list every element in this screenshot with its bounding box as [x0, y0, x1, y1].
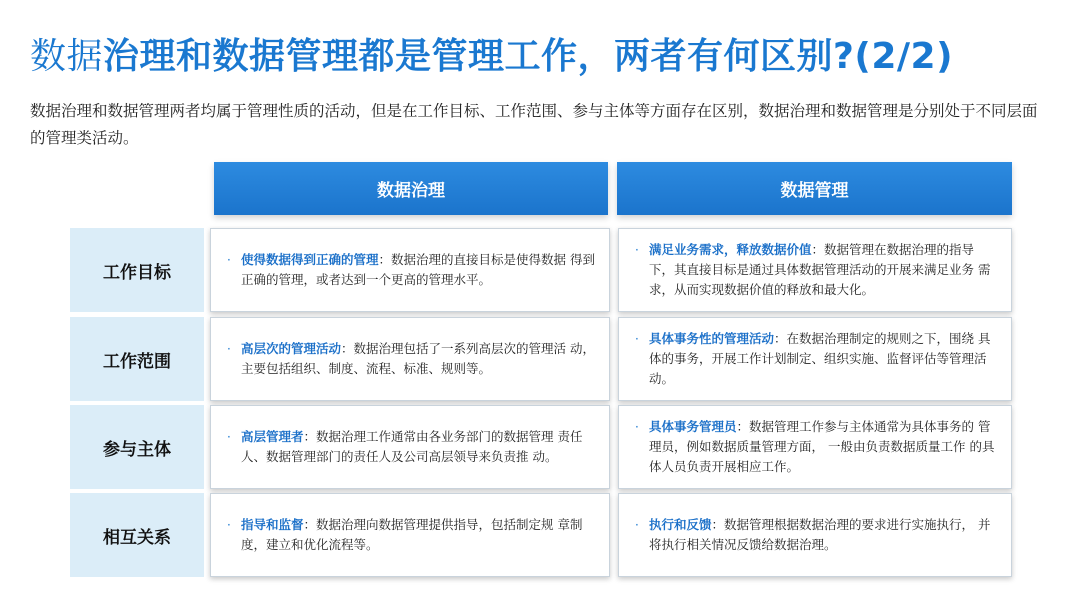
cell-management-relationship	[618, 493, 1012, 577]
bullet-icon: ·	[227, 518, 231, 532]
keyword: 具体事务管理员	[649, 419, 737, 434]
intro-paragraph: 数据治理和数据管理两者均属于管理性质的活动，但是在工作目标、工作范围、参与主体等方面存在区别，数据治理和数据管理是分别处于不同层面的管理类活动。	[30, 102, 1038, 147]
bullet-icon: ·	[635, 332, 639, 346]
bullet-icon: ·	[635, 420, 639, 434]
cell-governance-goal	[210, 228, 610, 312]
bullet-icon: ·	[227, 430, 231, 444]
keyword: 指导和监督	[241, 517, 304, 532]
cell-governance-participants	[210, 405, 610, 489]
row-label-scope: 工作范围	[70, 317, 204, 401]
column-header-governance: 数据治理	[214, 162, 608, 215]
cell-management-scope	[618, 317, 1012, 401]
cell-management-participants	[618, 405, 1012, 489]
page-title-prefix: 数据	[30, 36, 104, 77]
bullet-icon: ·	[227, 342, 231, 356]
cell-text: ：在数据治理制定的规则之下，围绕 具体的事务，开展工作计划制定、组织实施、监督评估等管理活动。	[649, 331, 991, 386]
row-label-relationship: 相互关系	[70, 493, 204, 577]
cell-text: ：数据治理工作通常由各业务部门的数据管理 责任人、数据管理部门的责任人及公司高层领导来负责推 动。	[241, 429, 583, 464]
page-title-main: 治理和数据管理都是管理工作，两者有何区别?(2/2)	[103, 36, 954, 77]
bullet-icon: ·	[635, 243, 639, 257]
page-title	[30, 28, 953, 79]
column-header-management: 数据管理	[617, 162, 1012, 215]
cell-text: ：数据管理在数据治理的指导 下，其直接目标是通过具体数据管理活动的开展来满足业务 需求，从而实现数据价值的释放和最大化。	[649, 242, 991, 297]
row-label-participants: 参与主体	[70, 405, 204, 489]
keyword: 使得数据得到正确的管理	[241, 252, 379, 267]
bullet-icon: ·	[227, 253, 231, 267]
keyword: 高层管理者	[241, 429, 304, 444]
cell-text: ：数据管理工作参与主体通常为具体事务的 管理员，例如数据质量管理方面， 一般由负责数据质量工作 的具体人员负责开展相应工作。	[649, 419, 995, 474]
keyword: 高层次的管理活动	[241, 341, 342, 356]
cell-governance-scope	[210, 317, 610, 401]
cell-text: ：数据治理向数据管理提供指导，包括制定规 章制度，建立和优化流程等。	[241, 517, 583, 552]
keyword: 执行和反馈	[649, 517, 712, 532]
cell-management-goal	[618, 228, 1012, 312]
keyword: 具体事务性的管理活动	[649, 331, 775, 346]
bullet-icon: ·	[635, 518, 639, 532]
row-label-goal: 工作目标	[70, 228, 204, 312]
keyword: 满足业务需求，释放数据价值	[649, 242, 812, 257]
cell-text: ：数据治理包括了一系列高层次的管理活 动，主要包括组织、制度、流程、标准、规则等。	[241, 341, 595, 376]
cell-text: ：数据治理的直接目标是使得数据 得到正确的管理，或者达到一个更高的管理水平。	[241, 252, 595, 287]
cell-governance-relationship	[210, 493, 610, 577]
cell-text: ：数据管理根据数据治理的要求进行实施执行， 并将执行相关情况反馈给数据治理。	[649, 517, 991, 552]
